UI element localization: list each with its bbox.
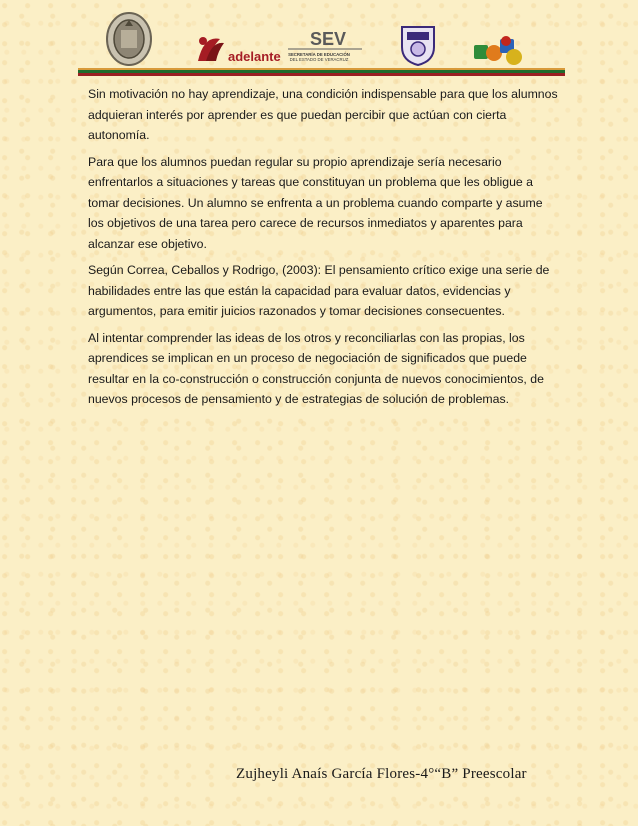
school-crest-logo: [398, 16, 438, 74]
sev-text: SEV: [310, 29, 347, 49]
adelante-text: adelante: [228, 49, 281, 64]
header-logos: [0, 0, 638, 80]
paragraph-motivation: Sin motivación no hay aprendizaje, una condición indispensable para que los alumnos adquieran interés por aprender es que puedan percibir que actúan con cierta autonomía.: [88, 87, 558, 142]
footer-author: Zujheyli Anaís García Flores-4°“B” Preescolar: [236, 766, 527, 782]
paragraph-self-regulation: Para que los alumnos puedan regular su propio aprendizaje sería necesario enfrentarlos a situaciones y tareas que constituyan un problema que les obligue a tomar decisiones. Un alumno se enfrenta a un problema cuando comparte y asume los objetivos de una tarea pero carece de recursos inmediatos y aparentes para alcanzar ese objetivo.: [88, 154, 543, 251]
state-seal-icon: [104, 10, 154, 68]
header-divider-bar: [78, 68, 565, 76]
paragraph-co-construction: Al intentar comprender las ideas de los otros y reconciliarlas con las propias, los aprendices se implican en un proceso de negociación de significados que puede resultar en la co-construcción o construcción conjunta de nuevos conocimientos, de nuevos procesos de pensamiento y de estrategias de solución de problemas.: [88, 330, 544, 406]
sev-subtitle-2: DEL ESTADO DE VERACRUZ: [289, 57, 349, 62]
paragraph-critical-thinking: Según Correa, Ceballos y Rodrigo, (2003): El pensamiento crítico exige una serie de habilidades entre las que están la capacidad para evaluar datos, evidencias y argumentos, para emitir juicios razonados y tomar decisiones consecuentes.: [88, 263, 550, 318]
sev-subtitle-1: SECRETARÍA DE EDUCACIÓN: [288, 52, 350, 57]
document-body: [88, 84, 558, 416]
